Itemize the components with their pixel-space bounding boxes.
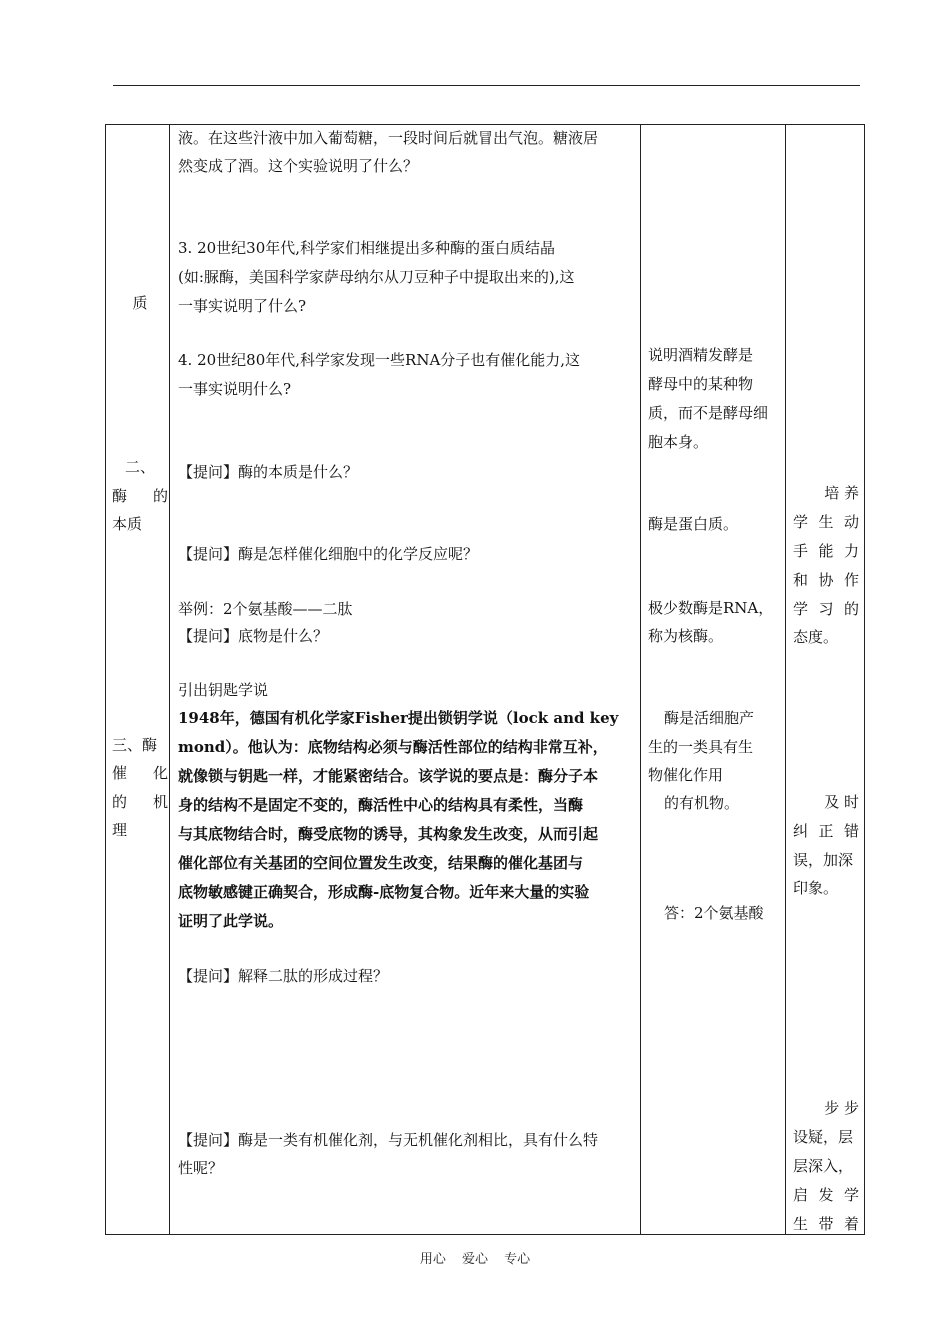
answer-line: 质，而不是酵母细 xyxy=(648,404,769,422)
intent-line: 误，加深 xyxy=(793,851,854,869)
example-line: 举例：2个氨基酸——二肽 xyxy=(178,600,353,618)
page-footer: 用心 爱心 专心 xyxy=(419,1252,531,1267)
answer-line: 极少数酶是RNA， xyxy=(648,599,774,617)
intent-line: 学 生 动 xyxy=(793,513,859,531)
column-divider-1 xyxy=(169,124,170,1235)
question-enzyme-nature: 【提问】酶的本质是什么？ xyxy=(178,463,359,481)
question-enzyme-properties-line1: 【提问】酶是一类有机催化剂，与无机催化剂相比，具有什么特 xyxy=(178,1131,599,1149)
intro-lock-key: 引出钥匙学说 xyxy=(178,681,269,699)
intent-line: 态度。 xyxy=(793,628,839,646)
intent-line: 步 步 xyxy=(824,1099,859,1117)
lock-key-theory-line: mond）。他认为：底物结构必须与酶活性部位的结构非常互补， xyxy=(178,738,608,756)
paragraph-line: 然变成了酒。这个实验说明了什么？ xyxy=(178,157,419,175)
paragraph-line: 一事实说明什么? xyxy=(178,380,292,398)
intent-line: 及 时 xyxy=(824,793,859,811)
section-3-title-line1: 三、酶 xyxy=(112,736,158,754)
lock-key-theory-line: 身的结构不是固定不变的，酶活性中心的结构具有柔性，当酶 xyxy=(178,796,584,814)
section-3-title-line2: 催 化 xyxy=(112,764,168,782)
paragraph-line: 4. 20世纪80年代,科学家发现一些RNA分子也有催化能力,这 xyxy=(178,351,581,369)
section-2-title-line1: 酶 的 xyxy=(112,487,168,505)
paragraph-line: (如:脲酶，美国科学家萨母纳尔从刀豆种子中提取出来的),这 xyxy=(178,268,575,286)
paragraph-line: 3. 20世纪30年代,科学家们相继提出多种酶的蛋白质结晶 xyxy=(178,239,556,257)
intent-line: 设疑，层 xyxy=(793,1128,854,1146)
answer-line: 酶是活细胞产 xyxy=(664,709,755,727)
intent-line: 印象。 xyxy=(793,879,839,897)
answer-line: 称为核酶。 xyxy=(648,627,724,645)
section-2-title-line2: 本质 xyxy=(112,515,143,533)
column-divider-3 xyxy=(785,124,786,1235)
answer-enzyme-protein: 酶是蛋白质。 xyxy=(648,515,739,533)
lock-key-theory-line: 就像锁与钥匙一样，才能紧密结合。该学说的要点是：酶分子本 xyxy=(178,767,599,785)
lock-key-theory-line: 与其底物结合时，酶受底物的诱导，其构象发生改变，从而引起 xyxy=(178,825,599,843)
header-rule xyxy=(113,85,860,86)
section-3-title-line3: 的 机 xyxy=(112,793,168,811)
intent-line: 生 带 着 xyxy=(793,1215,859,1233)
lock-key-theory-line: 1948年，德国有机化学家Fisher提出锁钥学说（lock and key xyxy=(178,709,619,727)
answer-line: 的有机物。 xyxy=(664,794,740,812)
intent-line: 学 习 的 xyxy=(793,600,859,618)
column-divider-2 xyxy=(640,124,641,1235)
question-enzyme-properties-line2: 性呢？ xyxy=(178,1159,224,1177)
question-substrate: 【提问】底物是什么？ xyxy=(178,627,329,645)
intent-line: 和 协 作 xyxy=(793,571,859,589)
section-2-number: 二、 xyxy=(124,458,155,476)
section-3-title-line4: 理 xyxy=(112,821,128,839)
lock-key-theory-line: 催化部位有关基团的空间位置发生改变，结果酶的催化基团与 xyxy=(178,854,584,872)
question-dipeptide: 【提问】解释二肽的形成过程？ xyxy=(178,967,389,985)
lock-key-theory-line: 底物敏感键正确契合，形成酶-底物复合物。近年来大量的实验 xyxy=(178,883,590,901)
question-enzyme-catalysis: 【提问】酶是怎样催化细胞中的化学反应呢？ xyxy=(178,545,479,563)
paragraph-line: 液。在这些汁液中加入葡萄糖，一段时间后就冒出气泡。糖液居 xyxy=(178,129,599,147)
section-label-fragment: 质 xyxy=(132,294,148,312)
answer-amino-acids: 答：2个氨基酸 xyxy=(664,904,764,922)
intent-line: 纠 正 错 xyxy=(793,822,859,840)
answer-line: 说明酒精发酵是 xyxy=(648,346,754,364)
intent-line: 培 养 xyxy=(824,484,859,502)
answer-line: 酵母中的某种物 xyxy=(648,375,754,393)
answer-line: 物催化作用 xyxy=(648,766,724,784)
answer-line: 胞本身。 xyxy=(648,433,709,451)
answer-line: 生的一类具有生 xyxy=(648,738,754,756)
intent-line: 启 发 学 xyxy=(793,1186,859,1204)
lock-key-theory-line: 证明了此学说。 xyxy=(178,912,284,930)
intent-line: 层深入， xyxy=(793,1157,854,1175)
paragraph-line: 一事实说明了什么? xyxy=(178,297,307,315)
intent-line: 手 能 力 xyxy=(793,542,859,560)
